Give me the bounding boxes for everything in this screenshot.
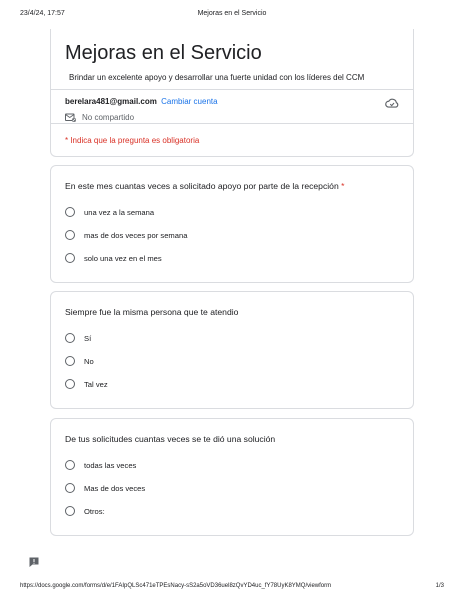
account-row	[65, 97, 218, 106]
question-text: Siempre fue la misma persona que te atendio	[65, 307, 239, 317]
not-shared-row	[65, 113, 134, 122]
form-title: Mejoras en el Servicio	[65, 42, 262, 64]
not-shared-icon	[65, 113, 76, 122]
header-divider	[51, 89, 413, 90]
question-card-2	[50, 291, 414, 409]
radio-button[interactable]	[65, 460, 75, 470]
question-text: En este mes cuantas veces a solicitado apoyo por parte de la recepción	[65, 181, 339, 191]
cloud-sync-icon[interactable]	[385, 97, 399, 109]
option-label: Mas de dos veces	[84, 483, 146, 493]
radio-option[interactable]	[65, 230, 187, 240]
option-label: Sí	[84, 333, 92, 343]
option-label: No	[84, 356, 94, 366]
radio-button[interactable]	[65, 483, 75, 493]
radio-option[interactable]	[65, 460, 136, 470]
print-header	[20, 10, 444, 22]
radio-button[interactable]	[65, 379, 75, 389]
option-label: mas de dos veces por semana	[84, 230, 188, 240]
switch-account-link[interactable]: Cambiar cuenta	[161, 97, 218, 106]
required-mark: *	[341, 181, 345, 191]
option-label: solo una vez en el mes	[84, 253, 162, 263]
not-shared-label: No compartido	[82, 113, 135, 122]
radio-button[interactable]	[65, 356, 75, 366]
question-title	[65, 307, 238, 317]
radio-option[interactable]	[65, 483, 145, 493]
radio-button[interactable]	[65, 230, 75, 240]
radio-button[interactable]	[65, 333, 75, 343]
form-description: Brindar un excelente apoyo y desarrollar una fuerte unidad con los líderes del CCM	[69, 73, 365, 82]
option-label: todas las veces	[84, 460, 137, 470]
account-email: berelara481@gmail.com	[65, 97, 157, 106]
radio-option[interactable]	[65, 207, 154, 217]
option-label: Tal vez	[84, 379, 108, 389]
option-label: Otros:	[84, 506, 105, 516]
radio-option[interactable]	[65, 333, 91, 343]
print-title: Mejoras en el Servicio	[197, 10, 267, 17]
print-date: 23/4/24, 17:57	[20, 10, 65, 17]
question-card-1	[50, 165, 414, 283]
radio-button[interactable]	[65, 207, 75, 217]
required-note: * Indica que la pregunta es obligatoria	[65, 136, 200, 145]
print-url: https://docs.google.com/forms/d/e/1FAIpQLSc471eTPEsNacy-sS2a5oVD36uel8zQvYD4uc_fY78UyK8YMQ/viewform	[20, 583, 332, 589]
form-header-card	[50, 29, 414, 157]
question-title	[65, 434, 275, 444]
report-icon[interactable]	[28, 556, 40, 568]
page-number: 1/3	[435, 583, 444, 589]
radio-option[interactable]	[65, 356, 94, 366]
account-divider	[51, 123, 413, 124]
radio-option[interactable]	[65, 379, 108, 389]
print-footer	[20, 583, 444, 593]
question-card-3	[50, 418, 414, 536]
radio-button[interactable]	[65, 506, 75, 516]
question-text: De tus solicitudes cuantas veces se te dió una solución	[65, 434, 276, 444]
question-title	[65, 181, 344, 191]
radio-button[interactable]	[65, 253, 75, 263]
option-label: una vez a la semana	[84, 207, 155, 217]
radio-option[interactable]	[65, 253, 162, 263]
radio-option[interactable]	[65, 506, 105, 516]
